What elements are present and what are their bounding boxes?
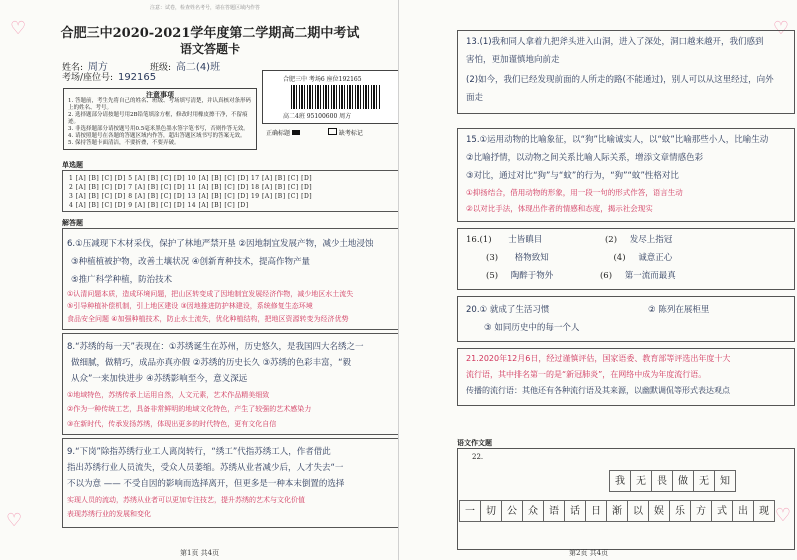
- q15-line: ②比喻抒情，以动物之间关系比喻人际关系，增添文章情感色彩: [466, 153, 704, 163]
- q21-line: 21.2020年12月6日，经过谨慎评估，国家语委、教育部等评选出年度十大: [466, 354, 731, 363]
- essay-cell: 知: [714, 470, 736, 492]
- q6-line: 食品安全问题 ④加强种植技术，防止水土流失，优化种植结构，把地区资源转变为经济优势: [67, 315, 349, 323]
- essay-cell: 现: [753, 500, 775, 522]
- exam-title: 合肥三中2020-2021学年度第二学期高二期中考试: [60, 26, 360, 41]
- q13-line: (2)如今，我们已经发现前面的人所走的路(不能通过)，别人可以从这里经过，向外: [466, 75, 774, 85]
- essay-cell: 日: [585, 500, 607, 522]
- q21-line: 流行语，其中排名第一的是“新冠肺炎”，在网络中成为年度流行语。: [466, 370, 707, 379]
- q15-answer-box[interactable]: [457, 128, 795, 222]
- essay-cell: 乐: [669, 500, 691, 522]
- essay-cell: 语: [543, 500, 565, 522]
- barcode-line1: 合肥三中 考场6 座位192165: [283, 76, 362, 83]
- q8-line: 从众”一来加快进步 ④苏绣影响至今，意义深远: [71, 374, 248, 384]
- q15-line: ①抑扬结合，借用动物的形象，用一段一句的形式作答，语言生动: [466, 188, 683, 197]
- q8-line: ②作为一种传统工艺，具备非常鲜明的地域文化特色，产生了较强的艺术感染力: [67, 405, 312, 413]
- q20-answer-box[interactable]: [457, 296, 795, 342]
- essay-cell: 一: [459, 500, 481, 522]
- essay-cell: 做: [672, 470, 694, 492]
- q15-line: ②以对比手法，体现出作者的情感和态度，揭示社会现实: [466, 204, 653, 213]
- q6-line: ①认清问题本质，造成环境问题，把山区转变成了因地制宜发展经济作物，减少地区水土流失: [67, 290, 354, 298]
- essay-cell: 切: [480, 500, 502, 522]
- essay-cell: 以: [627, 500, 649, 522]
- q16-row: 16.(1) 士皆瞋目 (2) 发尽上指冠: [466, 235, 673, 245]
- mc-row[interactable]: 3 [A] [B] [C] [D] 8 [A] [B] [C] [D] 13 [A] [B] [C] [D] 19 [A] [B] [C] [D]: [69, 193, 313, 200]
- essay-cell: 出: [732, 500, 754, 522]
- name-value: 周方: [87, 62, 108, 73]
- essay-answer-box[interactable]: [457, 448, 795, 550]
- q8-line: 做细腻，做精巧，成品亦真亦假 ②苏绣的历史长久 ③苏绣的色彩丰富，“毅: [71, 358, 352, 368]
- q13-line: 面走: [466, 93, 484, 103]
- mc-answer-area: [62, 170, 399, 212]
- essay-section-title: 语文作文题: [457, 438, 492, 447]
- q13-answer-box[interactable]: [457, 30, 795, 114]
- barcode-label: [262, 70, 399, 124]
- q8-line: 8.“苏绣的每一天”表现在：①苏绣诞生在苏州，历史悠久，是我国四大名绣之一: [67, 342, 364, 352]
- answer-sheet-page-2: [399, 0, 797, 560]
- q9-line: 不以为意 —— 不受自因的影响而选择离开，但更多是一种本末倒置的选择: [67, 479, 345, 489]
- essay-cell: 无: [693, 470, 715, 492]
- missing-label: 缺考标记: [328, 128, 363, 137]
- q21-line: 传播的流行语：其他还有各种流行语及其来源，以幽默调侃等形式表达观点: [466, 386, 730, 395]
- class-value: 高二(4)班: [175, 62, 221, 73]
- answer-section-title: 解答题: [62, 218, 83, 227]
- notice-item: 1. 答题前，考生先将自己的姓名、班级、考场填写清楚，并认真核对条形码上的姓名、考号。: [68, 98, 251, 111]
- name-label: 姓名:: [62, 63, 84, 73]
- q9-line: 9.“下岗”除指苏绣行业工人离岗转行，“绣工”代指苏绣工人，作者借此: [67, 447, 331, 457]
- seat-value: 192165: [117, 72, 157, 83]
- mc-row[interactable]: 4 [A] [B] [C] [D] 9 [A] [B] [C] [D] 14 [A] [B] [C] [D]: [69, 202, 249, 209]
- notice-heading: 注意事项: [146, 90, 174, 99]
- seat-label: 考场/座位号:: [62, 73, 114, 83]
- essay-cell: 公: [501, 500, 523, 522]
- q9-line: 表现苏绣行业的发展和变化: [67, 510, 151, 518]
- notice-item: 4. 请按照题号在各题的答题区域内作答，超出答题区域书写的答案无效。: [68, 133, 246, 139]
- q8-line: ①地域特色，苏绣传承上运用自然，人文元素，艺术作品精美细致: [67, 391, 270, 399]
- essay-cell: 话: [564, 500, 586, 522]
- mc-row[interactable]: 2 [A] [B] [C] [D] 7 [A] [B] [C] [D] 11 [A] [B] [C] [D] 18 [A] [B] [C] [D]: [69, 184, 313, 191]
- q8-answer-box[interactable]: [62, 333, 399, 435]
- essay-cell: 无: [630, 470, 652, 492]
- q6-line: ⑤推广科学种植，防治技术: [71, 275, 173, 285]
- seat-field: [62, 70, 156, 83]
- empty-box-icon: [328, 128, 337, 135]
- q16-row: (3) 格物致知 (4) 诚意正心: [486, 253, 673, 263]
- q15-line: 15.①运用动物的比喻象征，以“狗”比喻诚实人，以“蚊”比喻那些小人，比喻生动: [466, 135, 769, 145]
- notice-item: 5. 保持答题卡面清洁，不要折叠，不要弄破。: [68, 140, 180, 146]
- essay-cell: 式: [711, 500, 733, 522]
- filled-box-icon: [292, 130, 300, 135]
- essay-number: 22.: [472, 453, 484, 461]
- q9-line: 指出苏绣行业人员流失，受众人员萎缩。苏绣从业者减少后，人才失去“一: [67, 463, 344, 473]
- heart-decoration-icon: ♡: [772, 18, 789, 39]
- q20-line: 20.① 就成了生活习惯: [466, 305, 550, 315]
- q9-answer-box[interactable]: [62, 438, 399, 528]
- notice-item: 3. 非选择题部分请按题号用0.5毫米黑色墨水签字笔书写，否则作答无效。: [68, 126, 249, 132]
- q16-row: (5) 陶醉于物外 (6) 第一流而最真: [486, 271, 676, 281]
- mc-section-title: 单选题: [62, 160, 83, 169]
- essay-cell: 我: [609, 470, 631, 492]
- class-label: 班级:: [150, 63, 172, 73]
- mc-row[interactable]: 1 [A] [B] [C] [D] 5 [A] [B] [C] [D] 10 [A] [B] [C] [D] 17 [A] [B] [C] [D]: [69, 175, 313, 182]
- barcode-line2: 高二4班 95100600 周方: [283, 113, 352, 120]
- heart-decoration-icon: ♡: [10, 18, 27, 39]
- q6-answer-box[interactable]: [62, 228, 399, 330]
- q6-line: ③种植植被护物，改善土壤状况 ④创新育种技术，提高作物产量: [71, 257, 310, 267]
- q16-answer-box[interactable]: [457, 228, 795, 290]
- q6-line: 6.①压减现下木材采伐，保护了林地严禁开垦 ②因地制宜发展产物，减少土地浸蚀: [67, 239, 374, 249]
- q13-line: 13.(1)我和同人拿着九把斧头进入山洞，进入了深处，洞口越来越开，我们感到: [466, 37, 764, 47]
- essay-cell: 众: [522, 500, 544, 522]
- heart-decoration-icon: ♡: [774, 505, 791, 526]
- barcode-icon: [291, 85, 381, 109]
- q8-line: ③在新时代，传承发扬苏绣，体现出更多的时代特色，更有文化自信: [67, 420, 277, 428]
- page-footer: 第1页 共4页: [180, 549, 220, 557]
- q21-answer-box[interactable]: [457, 348, 795, 406]
- essay-cell: 渐: [606, 500, 628, 522]
- q20-line: ② 陈列在展柜里: [648, 305, 710, 315]
- essay-heading-row: [609, 470, 735, 492]
- page-footer: 第2页 共4页: [569, 549, 609, 557]
- q9-line: 实现人员的流动，苏绣从业者可以更加专注技艺，提升苏绣的艺术与文化价值: [67, 496, 305, 504]
- essay-cell: 方: [690, 500, 712, 522]
- q13-line: 害怕，更加谨慎地向前走: [466, 55, 560, 65]
- heart-decoration-icon: ♡: [6, 510, 23, 531]
- essay-cell: 畏: [651, 470, 673, 492]
- q20-line: ③ 如同历史中的每一个人: [484, 323, 580, 333]
- essay-text-row: [459, 500, 774, 522]
- exam-subtitle: 语文答题卡: [179, 42, 240, 56]
- top-note: 注意：试卷，检查姓名考号，请在答题区域内作答: [150, 5, 261, 11]
- essay-cell: 娱: [648, 500, 670, 522]
- notice-box: [63, 88, 257, 150]
- class-field: [150, 58, 220, 73]
- notice-item: 2. 选择题部分请按题号用2B铅笔填涂方框，修改时用橡皮擦干净，不留痕迹。: [68, 112, 248, 125]
- correct-label: 正确标题: [266, 128, 300, 137]
- q15-line: ③对比，通过对比“狗”与“蚊”的行为，“狗”“蚊”性格对比: [466, 171, 679, 181]
- q6-line: ⑤引导种植补偿机制，引上地区建设 ③因地推进防护林建设，系统修复生态环境: [67, 302, 313, 310]
